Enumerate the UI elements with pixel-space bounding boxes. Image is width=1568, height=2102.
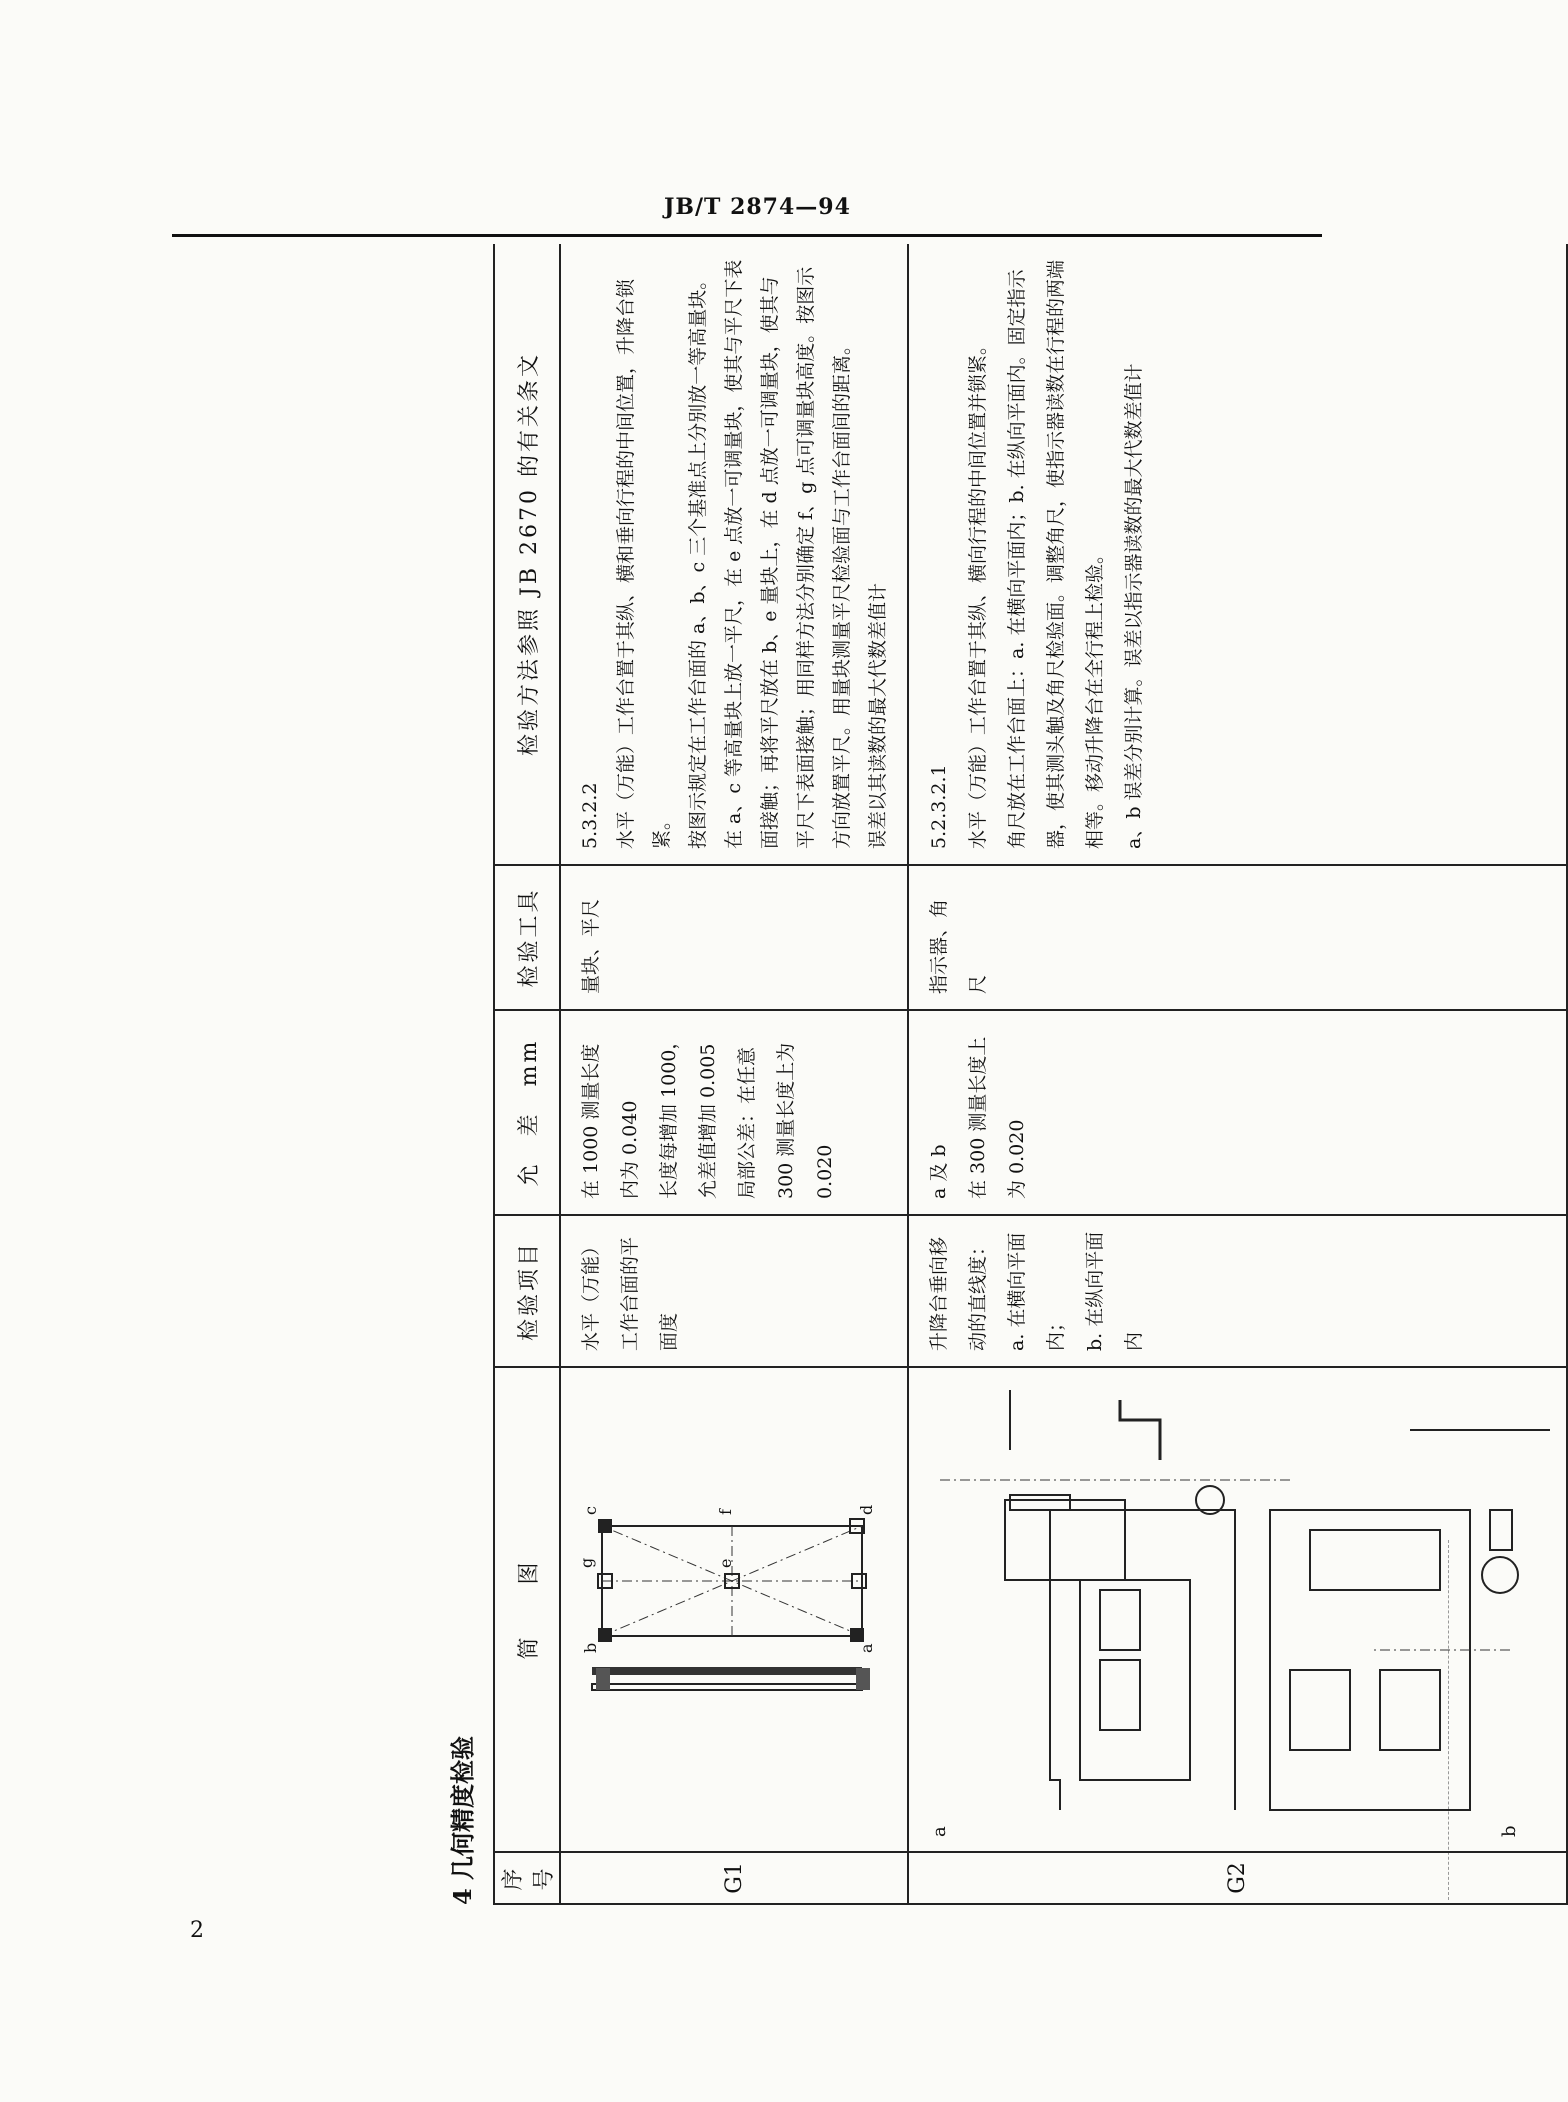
item-g2 (908, 1215, 1567, 1367)
method-g1-p3: 误差以其读数的最大代数差值计 (867, 582, 889, 849)
rotated-table-page (448, 245, 1527, 1905)
tolerance-g2 (908, 1010, 1567, 1215)
tolerance-g2-line1: a 及 b (928, 1144, 950, 1199)
precision-table (493, 244, 1568, 1905)
item-g1: 水平（万能）工作台面的平面度 (560, 1215, 908, 1367)
flatness-diagram (562, 1365, 888, 1850)
col-header-tools: 检验工具 (494, 865, 560, 1010)
method-g1-clause: 5.3.2.2 (579, 782, 601, 849)
table-row-g1 (560, 244, 908, 1904)
tolerance-g1-line3: 局部公差：在任意 300 测量长度上为 0.020 (736, 1042, 836, 1199)
label-a: a (857, 1643, 876, 1653)
square-icon (1120, 1400, 1160, 1460)
tools-g1: 量块、平尺 (560, 865, 908, 1010)
document-code: JB/T 2874—94 (664, 194, 851, 220)
label-view-a: a (929, 1826, 950, 1837)
section-title: 4 几何精度检验 (448, 1735, 477, 1905)
diagram-g1 (560, 1367, 908, 1852)
tools-g2: 指示器、角尺 (908, 865, 1567, 1010)
straightedge-top-view (592, 1667, 862, 1675)
label-d: d (857, 1504, 876, 1515)
label-g: g (577, 1557, 596, 1568)
vertical-motion-diagram (910, 1365, 1560, 1850)
diagram-g2 (908, 1367, 1567, 1852)
item-g2-line2: a. 在横向平面内； (1006, 1232, 1067, 1351)
tolerance-g1-line1: 在 1000 测量长度内为 0.040 (580, 1043, 641, 1199)
table-header-row (494, 244, 560, 1904)
method-g2-p3: a、b 误差分别计算。误差以指示器读数的最大代数差值计 (1123, 363, 1145, 849)
col-header-item: 检验项目 (494, 1215, 560, 1367)
method-g2-clause: 5.2.3.2.1 (928, 764, 950, 849)
item-g2-line1: 升降台垂向移动的直线度： (928, 1236, 989, 1351)
seq-g1: G1 (560, 1852, 908, 1904)
seq-g2: G2 (908, 1852, 1567, 1904)
col-header-method: 检验方法参照 JB 2670 的有关条文 (494, 244, 560, 865)
tolerance-g1 (560, 1010, 908, 1215)
header-rule (172, 234, 1322, 237)
tolerance-g1-line2: 长度每增加 1000，允差值增加 0.005 (658, 1030, 719, 1199)
method-g1-p2: 按图示规定在工作台面的 a、b、c 三个基准点上分别放一等高量块。在 a、c 等高量块上放一平尺，在 e 点放一可调量块，使其与平尺下表面接触；再将平尺放在 b、e 量块上，在 d 点放一可调量块，使其与平尺下表面接触；用同样方法分别确定 f、g 点可调量块高度。按图示方向放置平尺。用量块测量平尺检验面与工作台面间的距离。 (687, 259, 853, 849)
label-c: c (581, 1506, 600, 1515)
item-g2-line3: b. 在纵向平面内 (1084, 1231, 1145, 1351)
method-g1 (560, 244, 908, 865)
knee-column-front (1050, 1510, 1235, 1810)
col-header-tolerance: 允 差 mm (494, 1010, 560, 1215)
col-header-seq: 序号 (494, 1852, 560, 1904)
label-f: f (716, 1509, 735, 1515)
col-header-diagram: 简 图 (494, 1367, 560, 1852)
label-view-b: b (1499, 1825, 1520, 1837)
method-g1-p1: 水平（万能）工作台置于其纵、横和垂向行程的中间位置，升降台锁紧。 (615, 278, 673, 849)
label-b: b (581, 1642, 600, 1653)
method-g2 (908, 244, 1567, 865)
tolerance-g2-line2: 在 300 测量长度上为 0.020 (967, 1036, 1028, 1199)
method-g2-p2: 角尺放在工作台面上：a. 在横向平面内；b. 在纵向平面内。固定指示器，使其测头触及角尺检验面。调整角尺，使指示器读数在行程的两端相等。移动升降台在全行程上检验。 (1006, 259, 1106, 849)
method-g2-p1: 水平（万能）工作台置于其纵、横向行程的中间位置并锁紧。 (967, 335, 989, 849)
label-e: e (716, 1558, 735, 1568)
page-number: 2 (190, 1918, 204, 1943)
table-row-g2 (908, 244, 1567, 1904)
